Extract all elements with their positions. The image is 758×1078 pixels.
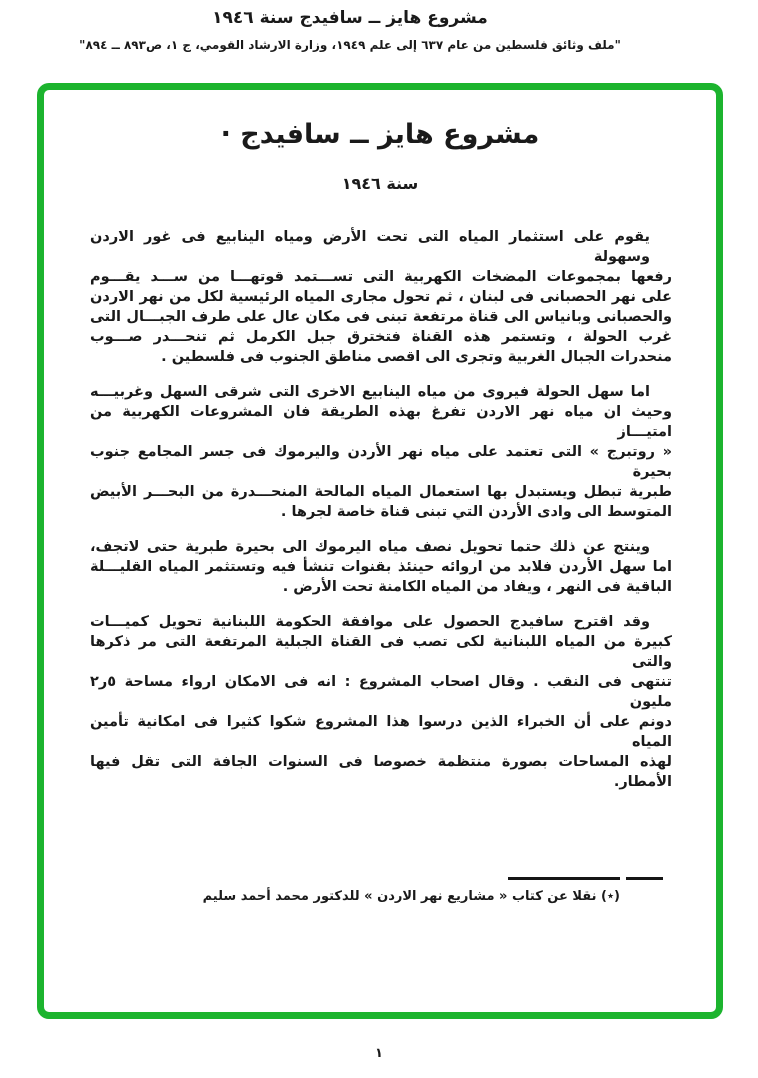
footnote-separator-rule bbox=[508, 877, 620, 880]
text-line: دونم على أن الخبراء الذين درسوا هذا المشروع شكوا كثيرا فى امكانية تأمين المياه bbox=[90, 714, 672, 750]
text-line: غرب الحولة ، وتستمر هذه القناة فتخترق جبل الكرمل ثم تنحـــدر صـــوب bbox=[90, 329, 672, 345]
text-line: وينتج عن ذلك حتما تحويل نصف مياه اليرموك الى بحيرة طبرية حتى لاتجف، bbox=[90, 539, 650, 555]
paragraph bbox=[90, 227, 672, 367]
text-line: وحيث ان مياه نهر الاردن تفرغ بهذه الطريقة فان المشروعات الكهربية من امتيـــاز bbox=[90, 404, 672, 440]
text-line: يقوم على استثمار المياه التى تحت الأرض ومياه الينابيع فى غور الاردن وسهولة bbox=[90, 229, 650, 265]
paragraph bbox=[90, 612, 672, 792]
text-line: رفعها بمجموعات المضخات الكهربية التى تســـتمد قوتهـــا من ســـد يقـــوم bbox=[90, 269, 672, 285]
page-header-title: مشروع هايز ــ سافيدج سنة ١٩٤٦ bbox=[212, 8, 488, 28]
document-subtitle-year: سنة ١٩٤٦ bbox=[341, 174, 419, 193]
text-line: المتوسط الى وادى الأردن التي تبنى قناة خاصة لجرها . bbox=[280, 504, 672, 520]
text-line: اما سهل الأردن فلابد من اروائه حينئذ بقنوات تنشأ فيه وتستثمر المياه القليـــلة bbox=[90, 559, 672, 575]
body-paragraphs bbox=[90, 227, 672, 807]
text-line: لهذه المساحات بصورة منتظمة خصوصا فى السنوات الجافة التى تقل فيها الأمطار. bbox=[90, 754, 672, 790]
text-line: طبرية تبطل ويستبدل بها استعمال المياه المالحة المنحـــدرة من البحـــر الأبيض bbox=[90, 484, 672, 500]
paragraph bbox=[90, 537, 672, 597]
text-line: تنتهى فى النقب . وقال اصحاب المشروع : انه فى الامكان ارواء مساحة ٥ر٢ مليون bbox=[90, 674, 672, 710]
paragraph bbox=[90, 382, 672, 522]
text-line: والحصبانى وبانياس الى قناة مرتفعة تبنى فى مكان عال على طرف الجبـــال التى bbox=[90, 309, 672, 325]
text-line: منحدرات الجبال الغربية وتجرى الى اقصى مناطق الجنوب فى فلسطين . bbox=[161, 349, 672, 365]
text-line: وقد اقترح سافيدج الحصول على موافقة الحكومة اللبنانية تحويل كميـــات bbox=[90, 614, 650, 630]
text-line: « روتبرج » التى تعتمد على مياه نهر الأردن واليرموك فى جسر المجامع جنوب بحيرة bbox=[90, 444, 672, 480]
document-title: مشروع هايز ــ سافيدج · bbox=[220, 119, 540, 150]
text-line: الباقية فى النهر ، ويفاد من المياه الكامنة تحت الأرض . bbox=[282, 579, 672, 595]
text-line: اما سهل الحولة فيروى من مياه الينابيع الاخرى التى شرقى السهل وغربيـــه bbox=[90, 384, 650, 400]
footnote-citation: (٭) نقلا عن كتاب « مشاريع نهر الاردن » للدكتور محمد أحمد سليم bbox=[202, 889, 620, 904]
text-line: كبيرة من المياه اللبنانية لكى تصب فى القناة الجبلية المرتفعة التى مر ذكرها والتى bbox=[90, 634, 672, 670]
page-number: ١ bbox=[375, 1046, 383, 1061]
page-header-source-citation: "ملف وثائق فلسطين من عام ٦٣٧ إلى علم ١٩٤٩، وزارة الارشاد القومي، ج ١، ص٨٩٣ ــ ٨٩٤" bbox=[79, 38, 621, 52]
footnote-separator-rule-segment bbox=[626, 877, 663, 880]
text-line: على نهر الحصبانى فى لبنان ، ثم تحول مجارى المياه الرئيسية لكل من نهر الاردن bbox=[90, 289, 672, 305]
